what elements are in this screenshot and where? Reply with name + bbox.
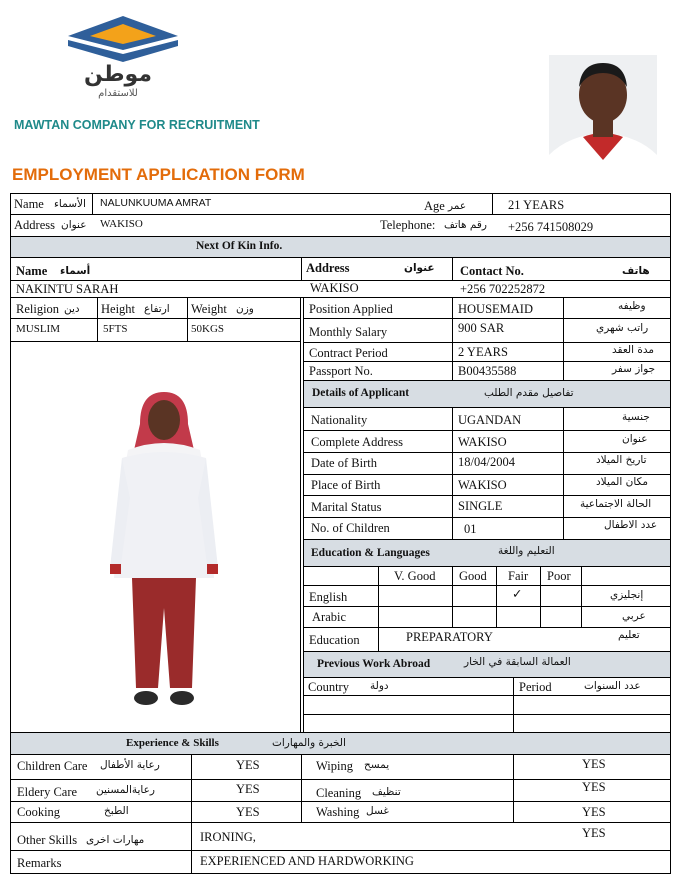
job-passport-value: B00435588 [458,364,517,378]
kin-address-label: Address [306,261,350,275]
detail-ar: تاريخ الميلاد [596,454,647,466]
skill-cooking-value: YES [236,805,260,819]
job-salary-ar: راتب شهري [596,322,649,334]
edu-level-ar: تعليم [618,629,640,641]
next-of-kin-title: Next Of Kin Info. [196,240,283,252]
detail-ar: الحالة الاجتماعية [580,498,652,510]
skill-cooking-label: Cooking [17,805,61,819]
job-position-value: HOUSEMAID [458,302,533,316]
work-title: Previous Work Abroad [317,658,431,670]
details-title-ar: تفاصيل مقدم الطلب [484,387,574,399]
skill-washing-value: YES [582,805,606,819]
english-check-icon: ✓ [512,586,523,601]
education-title: Education & Languages [311,547,430,559]
edu-col-poor: Poor [547,569,571,583]
detail-label: Marital Status [311,500,382,514]
job-position-label: Position Applied [309,302,393,316]
education-title-ar: التعليم واللغة [498,545,555,557]
detail-label: No. of Children [311,521,390,535]
edu-level-label: Education [309,633,360,647]
kin-name-label: Name [16,264,48,278]
detail-label: Nationality [311,413,368,427]
skill-other-label: Other Skills [17,833,78,847]
kin-contact-ar: هاتف [622,265,650,277]
full-body-photo-icon [106,388,222,720]
portrait-photo-icon [549,55,657,185]
name-value: NALUNKUUMA AMRAT [100,197,212,209]
skills-title-ar: الخبرة والمهارات [272,737,346,749]
applicant-portrait [549,55,657,185]
job-contract-ar: مدة العقد [612,344,654,356]
weight-ar: وزن [236,303,254,315]
kin-name-ar: أسماء [60,265,91,277]
skill-cleaning-value: YES [582,780,606,794]
next-of-kin-header [10,236,671,258]
telephone-label: Telephone: [380,218,436,232]
religion-value: MUSLIM [16,323,61,335]
skill-washing-ar: غسل [366,805,389,817]
kin-address-value: WAKISO [310,281,359,295]
skill-cooking-ar: الطبخ [104,805,129,817]
skill-children-label: Children Care [17,759,88,773]
religion-ar: دين [64,303,80,315]
detail-label: Place of Birth [311,478,381,492]
work-title-ar: العمالة السابقة في الخار [464,656,571,668]
detail-value: WAKISO [458,435,507,449]
skill-wiping-ar: يمسح [364,759,390,771]
work-country-label: Country [308,680,349,694]
skill-eldery-value: YES [236,782,260,796]
job-passport-ar: جواز سفر [612,363,656,375]
detail-value: 18/04/2004 [458,455,515,469]
details-title: Details of Applicant [312,387,410,399]
kin-name-value: NAKINTU SARAH [16,282,119,296]
detail-ar: مكان الميلاد [596,476,648,488]
kin-contact-label: Contact No. [460,264,524,278]
telephone-value: +256 741508029 [508,220,594,234]
arabic-ar: عربي [622,610,646,622]
telephone-ar: رقم هاتف [444,219,487,231]
skill-other-value: IRONING, [200,830,256,844]
work-period-ar: عدد السنوات [584,680,641,692]
skill-washing-label: Washing [316,805,360,819]
edu-col-vgood: V. Good [394,569,436,583]
detail-value: 01 [464,522,477,536]
skill-cleaning-label: Cleaning [316,786,362,800]
age-value: 21 YEARS [508,198,565,212]
name-ar: الأسماء [54,198,86,210]
detail-value: WAKISO [458,478,507,492]
job-contract-label: Contract Period [309,346,388,360]
job-contract-value: 2 YEARS [458,345,508,359]
skill-wiping-label: Wiping [316,759,353,773]
skill-extra-value: YES [582,826,606,840]
kin-contact-value: +256 702252872 [460,282,546,296]
skill-other-ar: مهارات اخرى [86,834,145,846]
name-label: Name [14,197,44,211]
detail-label: Complete Address [311,435,404,449]
company-name: MAWTAN COMPANY FOR RECRUITMENT [14,118,260,132]
skill-eldery-ar: رعايةالمسنين [96,784,155,796]
detail-label: Date of Birth [311,456,377,470]
skill-cleaning-ar: تنظيف [372,786,401,798]
job-passport-label: Passport No. [309,364,373,378]
remarks-value: EXPERIENCED AND HARDWORKING [200,854,414,868]
detail-ar: عنوان [622,433,648,445]
work-period-label: Period [519,680,552,694]
address-value: WAKISO [100,218,143,230]
logo-chevron-icon [28,10,218,70]
arabic-label: Arabic [312,610,347,624]
address-ar: عنوان [61,219,87,231]
job-salary-label: Monthly Salary [309,325,388,339]
work-country-ar: دولة [370,680,389,692]
skill-wiping-value: YES [582,757,606,771]
kin-address-ar: عنوان [404,262,435,274]
logo-arabic-main: موطن [84,62,152,87]
skill-eldery-label: Eldery Care [17,785,78,799]
edu-col-good: Good [459,569,487,583]
height-label: Height [101,302,136,316]
detail-ar: جنسية [622,411,650,423]
height-ar: ارتفاع [144,303,170,315]
form-title: EMPLOYMENT APPLICATION FORM [12,165,305,184]
height-value: 5FTS [103,323,128,335]
address-label: Address [14,218,55,232]
remarks-label: Remarks [17,856,62,870]
detail-value: SINGLE [458,499,503,513]
edu-col-fair: Fair [508,569,529,583]
skills-title: Experience & Skills [126,737,219,749]
edu-level-value: PREPARATORY [406,630,493,644]
religion-label: Religion [16,302,60,316]
english-label: English [309,590,348,604]
english-ar: إنجليزي [610,589,644,601]
applicant-full-photo [106,388,222,720]
skill-children-ar: رعاية الأطفال [100,759,160,771]
skill-children-value: YES [236,758,260,772]
detail-ar: عدد الاطفال [604,519,658,531]
job-position-ar: وظيفه [618,300,646,312]
age-ar: عمر [448,200,467,212]
detail-value: UGANDAN [458,413,522,427]
job-salary-value: 900 SAR [458,321,505,335]
weight-label: Weight [191,302,227,316]
age-label: Age [424,199,445,213]
company-logo [28,10,218,110]
weight-value: 50KGS [191,323,225,335]
logo-arabic-sub: للاستقدام [98,88,138,99]
